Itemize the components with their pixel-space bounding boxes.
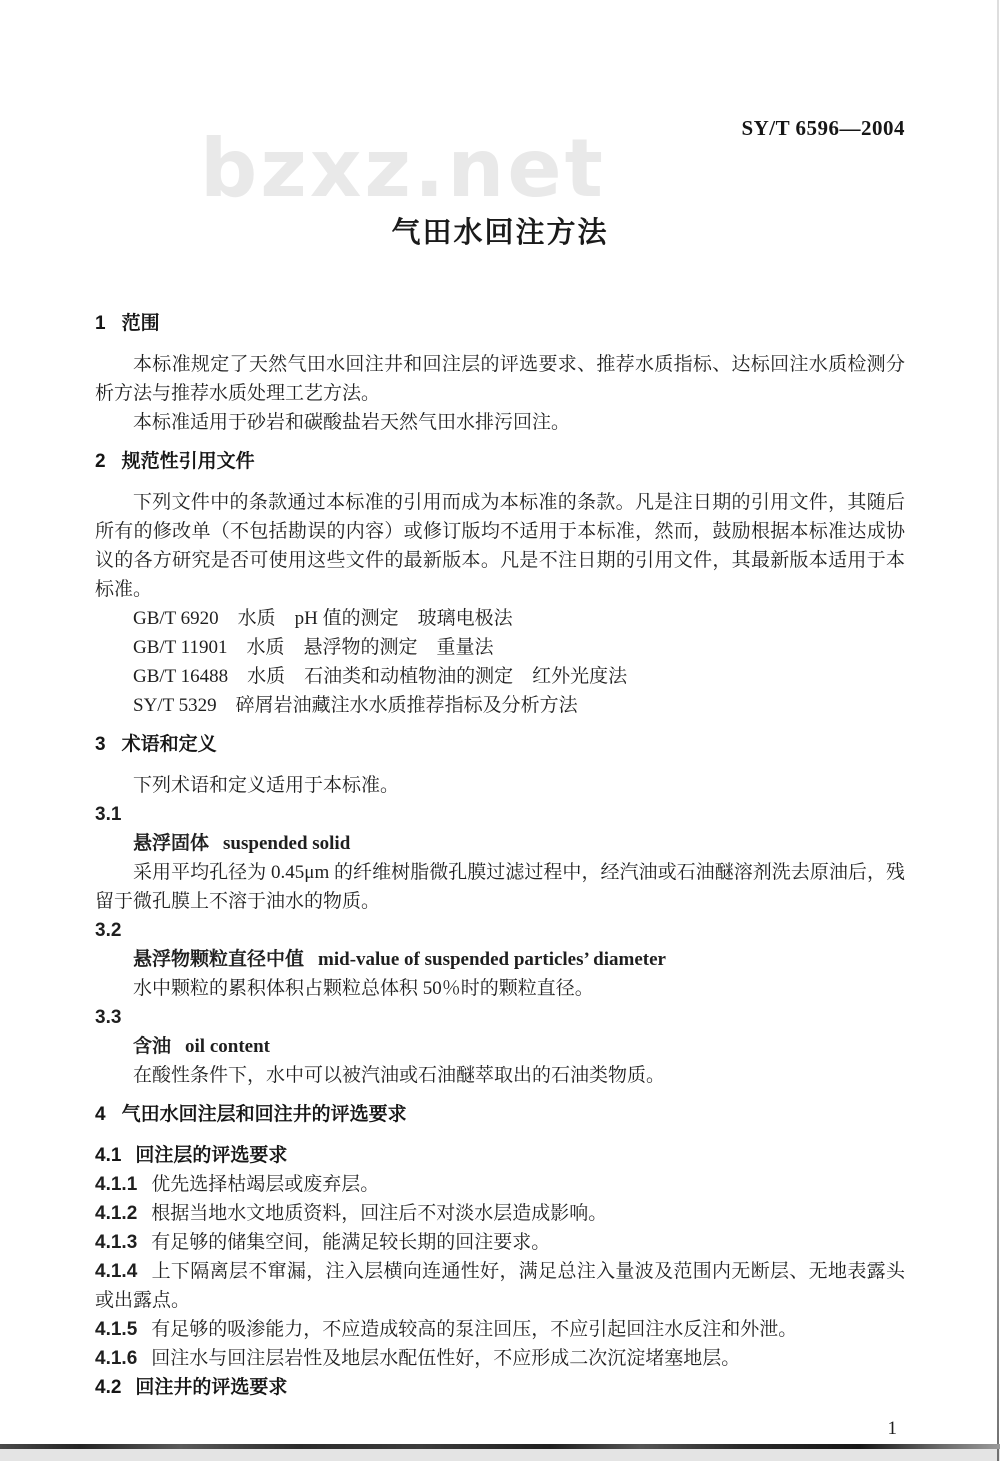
section-number: 4 — [95, 1104, 106, 1125]
term-english: mid-value of suspended particles’ diameter — [318, 949, 666, 970]
clause-text: 有足够的吸渗能力，不应造成较高的泵注回压，不应引起回注水反注和外泄。 — [151, 1319, 798, 1340]
clause-item — [95, 1344, 905, 1373]
term-definition: 在酸性条件下，水中可以被汽油或石油醚萃取出的石油类物质。 — [133, 1065, 666, 1086]
term-line — [95, 945, 905, 974]
scan-edge-right — [997, 0, 999, 1461]
watermark-text: bzxz.net — [200, 122, 606, 215]
term-definition: 水中颗粒的累积体积占颗粒总体积 50％时的颗粒直径。 — [133, 978, 594, 999]
clause-text: 根据当地水文地质资料，回注后不对淡水层造成影响。 — [151, 1203, 608, 1224]
clause-item — [95, 1228, 905, 1257]
paragraph: 本标准适用于砂岩和碳酸盐岩天然气田水排污回注。 — [133, 412, 571, 433]
section-3-heading — [95, 730, 905, 759]
term-definition: 采用平均孔径为 0.45μm 的纤维树脂微孔膜过滤过程中，经汽油或石油醚溶剂洗去原油后，残留于微孔膜上不溶于油水的物质。 — [95, 862, 905, 912]
reference-entry: GB/T 6920 水质 pH 值的测定 玻璃电极法 — [133, 608, 513, 629]
clause-number: 4.1.3 — [95, 1232, 138, 1253]
term-number: 3.2 — [95, 920, 122, 941]
reference-entry: GB/T 11901 水质 悬浮物的测定 重量法 — [133, 637, 494, 658]
paragraph: 下列文件中的条款通过本标准的引用而成为本标准的条款。凡是注日期的引用文件，其随后所有的修改单（不包括勘误的内容）或修订版均不适用于本标准，然而，鼓励根据本标准达成协议的各方研究是否可使用这些文件的最新版本。凡是不注日期的引用文件，其最新版本适用于本标准。 — [95, 492, 905, 600]
clause-text: 有足够的储集空间，能满足较长期的回注要求。 — [151, 1232, 551, 1253]
clause-text: 上下隔离层不窜漏，注入层横向连通性好，满足总注入量波及范围内无断层、无地表露头或出露点。 — [95, 1261, 905, 1311]
clause-number: 4.1.5 — [95, 1319, 138, 1340]
section-title: 术语和定义 — [121, 734, 217, 755]
section-title: 范围 — [121, 313, 160, 334]
section-2-heading — [95, 447, 905, 476]
standard-number: SY/T 6596—2004 — [741, 116, 905, 140]
section-number: 1 — [95, 313, 106, 334]
scan-edge-bottom-line — [0, 1444, 1000, 1449]
term-line — [95, 829, 905, 858]
section-number: 3 — [95, 734, 106, 755]
clause-item — [95, 1257, 905, 1315]
clause-text: 优先选择枯竭层或废弃层。 — [151, 1174, 380, 1195]
paragraph: 本标准规定了天然气田水回注井和回注层的评选要求、推荐水质指标、达标回注水质检测分析方法与推荐水质处理工艺方法。 — [95, 354, 905, 404]
clause-number: 4.1.6 — [95, 1348, 138, 1369]
subsection-number: 4.2 — [95, 1377, 122, 1398]
clause-text: 回注水与回注层岩性及地层水配伍性好，不应形成二次沉淀堵塞地层。 — [151, 1348, 741, 1369]
page-number: 1 — [887, 1418, 897, 1439]
paragraph: 下列术语和定义适用于本标准。 — [133, 775, 400, 796]
reference-entry: SY/T 5329 碎屑岩油藏注水水质推荐指标及分析方法 — [133, 695, 578, 716]
clause-item — [95, 1199, 905, 1228]
term-number: 3.3 — [95, 1007, 122, 1028]
clause-number: 4.1.2 — [95, 1203, 138, 1224]
page-title: 气田水回注方法 — [391, 217, 609, 249]
subsection-title: 回注层的评选要求 — [135, 1145, 288, 1166]
section-4-heading — [95, 1100, 905, 1129]
clause-number: 4.1.4 — [95, 1261, 138, 1282]
term-english: suspended solid — [223, 833, 351, 854]
subsection-title: 回注井的评选要求 — [135, 1377, 288, 1398]
subsection-4-1-heading — [95, 1141, 905, 1170]
section-number: 2 — [95, 451, 106, 472]
clause-number: 4.1.1 — [95, 1174, 138, 1195]
term-chinese: 悬浮物颗粒直径中值 — [133, 949, 305, 970]
scan-edge-bottom-strip — [0, 1449, 1000, 1461]
clause-item — [95, 1170, 905, 1199]
section-title: 气田水回注层和回注井的评选要求 — [121, 1104, 407, 1125]
term-english: oil content — [185, 1036, 270, 1057]
section-title: 规范性引用文件 — [121, 451, 255, 472]
term-number: 3.1 — [95, 804, 122, 825]
reference-entry: GB/T 16488 水质 石油类和动植物油的测定 红外光度法 — [133, 666, 628, 687]
term-line — [95, 1032, 905, 1061]
subsection-4-2-heading — [95, 1373, 905, 1402]
clause-item — [95, 1315, 905, 1344]
term-chinese: 悬浮固体 — [133, 833, 210, 854]
section-1-heading — [95, 309, 905, 338]
term-chinese: 含油 — [133, 1036, 172, 1057]
subsection-number: 4.1 — [95, 1145, 122, 1166]
